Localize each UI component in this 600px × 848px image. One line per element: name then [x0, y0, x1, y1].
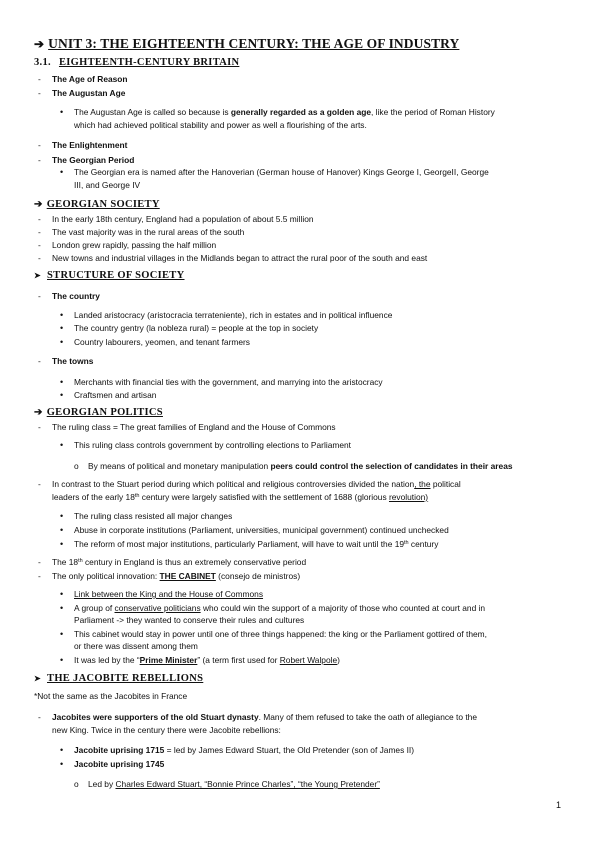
jacobite-note: *Not the same as the Jacobites in France: [34, 691, 188, 701]
reform-item: The reform of most major institutions, particularly Parliament, will have to wait until the 19th century: [74, 539, 439, 549]
country-item: Country labourers, yeomen, and tenant farmers: [74, 337, 250, 347]
unit-title: ➔ UNIT 3: THE EIGHTEENTH CENTURY: THE AGE OF INDUSTRY: [34, 36, 460, 51]
arrow-icon: ➔: [34, 407, 43, 418]
conservative-period: The 18th century in England is thus an extremely conservative period: [52, 557, 307, 567]
towns-label: The towns: [52, 356, 94, 366]
dash-marker: -: [38, 140, 41, 150]
cabinet-item: Link between the King and the House of Commons: [74, 589, 264, 599]
ruling-sub: This ruling class controls government by controlling elections to Parliament: [74, 440, 351, 450]
led-by: Led by Charles Edward Stuart, “Bonnie Prince Charles”, “the Young Pretender”: [88, 779, 380, 789]
arrow-icon: ➔: [34, 199, 43, 210]
uprising-1745: Jacobite uprising 1745: [74, 759, 165, 769]
augustan-age: The Augustan Age: [52, 88, 126, 98]
bullet-icon: •: [60, 310, 64, 320]
georgian-period: The Georgian Period: [52, 155, 135, 165]
bullet-icon: •: [60, 629, 64, 639]
cabinet-item: It was led by the “Prime Minister” (a term first used for Robert Walpole): [74, 655, 340, 665]
bullet-icon: •: [60, 589, 64, 599]
augustan-text-cont: which had achieved political stability and power as well a flourishing of the arts.: [74, 120, 367, 130]
age-of-reason: The Age of Reason: [52, 74, 128, 84]
dash-marker: -: [38, 422, 41, 432]
country-label: The country: [52, 291, 100, 301]
society-item: The vast majority was in the rural areas of the south: [52, 227, 245, 237]
stuart-paragraph-cont: leaders of the early 18th century were largely satisfied with the settlement of 1688 (glorious revolution): [52, 492, 429, 502]
georgian-text: The Georgian era is named after the Hanoverian (German house of Hanover) Kings George I, GeorgeII, George: [74, 167, 489, 177]
dash-marker: -: [38, 155, 41, 165]
dash-marker: -: [38, 557, 41, 567]
country-item: Landed aristocracy (aristocracia terrateniente), rich in estates and in political influence: [74, 310, 393, 320]
dash-marker: -: [38, 214, 41, 224]
uprising-1715: Jacobite uprising 1715 = led by James Edward Stuart, the Old Pretender (son of James II): [74, 745, 415, 755]
dash-marker: -: [38, 712, 41, 722]
bullet-icon: •: [60, 511, 64, 521]
page-number: 1: [556, 800, 562, 810]
stuart-item: The ruling class resisted all major changes: [74, 511, 233, 521]
structure-heading: ➤ STRUCTURE OF SOCIETY: [34, 270, 185, 281]
enlightenment: The Enlightenment: [52, 140, 128, 150]
towns-item: Merchants with financial ties with the government, and marrying into the aristocracy: [74, 377, 383, 387]
stuart-paragraph: In contrast to the Stuart period during which political and religious controversies divided the nation, the political: [52, 479, 461, 489]
jacobite-heading: ➤ THE JACOBITE REBELLIONS: [34, 673, 204, 684]
country-item: The country gentry (la nobleza rural) = people at the top in society: [74, 323, 319, 333]
triangle-icon: ➤: [34, 271, 42, 280]
bullet-icon: •: [60, 759, 64, 769]
bullet-icon: •: [60, 539, 64, 549]
bullet-icon: •: [60, 323, 64, 333]
dash-marker: -: [38, 88, 41, 98]
cabinet-item: This cabinet would stay in power until one of three things happened: the king or the Parliament gottired of them,: [74, 629, 487, 639]
bullet-icon: •: [60, 655, 64, 665]
dash-marker: -: [38, 291, 41, 301]
arrow-icon: ➔: [34, 37, 45, 51]
bullet-icon: •: [60, 167, 64, 177]
society-item: London grew rapidly, passing the half million: [52, 240, 217, 250]
politics-heading: ➔ GEORGIAN POLITICS: [34, 407, 163, 418]
innovation: The only political innovation: THE CABINET (consejo de ministros): [52, 571, 301, 581]
dash-marker: -: [38, 74, 41, 84]
bullet-icon: •: [60, 745, 64, 755]
circle-bullet-icon: o: [74, 779, 79, 789]
bullet-icon: •: [60, 107, 64, 117]
section-heading: 3.1. EIGHTEENTH-CENTURY BRITAIN: [34, 57, 240, 68]
dash-marker: -: [38, 253, 41, 263]
dash-marker: -: [38, 479, 41, 489]
jacobite-paragraph-cont: new King. Twice in the century there were Jacobite rebellions:: [52, 725, 281, 735]
cabinet-item: A group of conservative politicians who could win the support of a majority of those who counted at court and in: [74, 603, 486, 613]
augustan-text: The Augustan Age is called so because is generally regarded as a golden age, like the period of Roman History: [74, 107, 495, 117]
stuart-item: Abuse in corporate institutions (Parliament, universities, municipal government) continued unchecked: [74, 525, 449, 535]
ruling-class: The ruling class = The great families of England and the House of Commons: [52, 422, 336, 432]
towns-item: Craftsmen and artisan: [74, 390, 157, 400]
society-item: New towns and industrial villages in the Midlands began to attract the rural poor of the south and east: [52, 253, 428, 263]
society-item: In the early 18th century, England had a population of about 5.5 million: [52, 214, 314, 224]
dash-marker: -: [38, 227, 41, 237]
georgian-society-heading: ➔ GEORGIAN SOCIETY: [34, 199, 160, 210]
bullet-icon: •: [60, 440, 64, 450]
ruling-subsub: By means of political and monetary manipulation peers could control the selection of candidates in their areas: [88, 461, 513, 471]
bullet-icon: •: [60, 390, 64, 400]
dash-marker: -: [38, 356, 41, 366]
bullet-icon: •: [60, 337, 64, 347]
circle-bullet-icon: o: [74, 461, 79, 471]
triangle-icon: ➤: [34, 674, 42, 683]
bullet-icon: •: [60, 377, 64, 387]
jacobite-paragraph: Jacobites were supporters of the old Stuart dynasty. Many of them refused to take the oath of allegiance to the: [52, 712, 477, 722]
cabinet-item-cont: Parliament -> they wanted to conserve their rules and cultures: [74, 615, 305, 625]
cabinet-item-cont: or there was dissent among them: [74, 641, 198, 651]
bullet-icon: •: [60, 525, 64, 535]
dash-marker: -: [38, 571, 41, 581]
dash-marker: -: [38, 240, 41, 250]
georgian-text-cont: III, and George IV: [74, 180, 141, 190]
bullet-icon: •: [60, 603, 64, 613]
